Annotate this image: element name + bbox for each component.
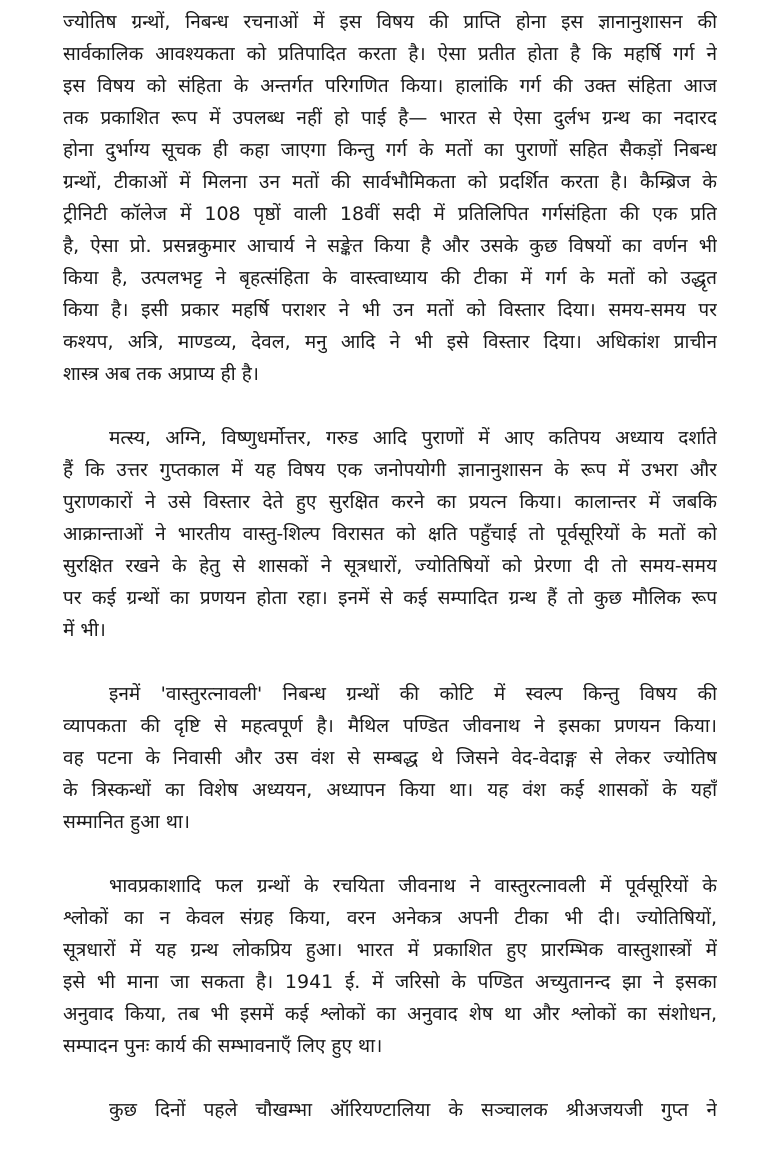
text-line: किया है, उत्पलभट्ट ने बृहत्संहिता के वास्त्वाध्याय की टीका में गर्ग के मतों को उद्धृत	[63, 267, 717, 289]
text-line: है, ऐसा प्रो. प्रसन्नकुमार आचार्य ने सङ्केत किया है और उसके कुछ विषयों का वर्णन भी	[63, 235, 717, 257]
text-line: भावप्रकाशादि फल ग्रन्थों के रचयिता जीवनाथ ने वास्तुरत्नावली में पूर्वसूरियों के	[109, 875, 717, 897]
text-line: सुरक्षित रखने के हेतु से शासकों ने सूत्रधारों, ज्योतिषियों को प्रेरणा दी तो समय-समय	[63, 555, 717, 577]
text-line: कश्यप, अत्रि, माण्डव्य, देवल, मनु आदि ने भी इसे विस्तार दिया। अधिकांश प्राचीन	[63, 331, 717, 353]
paragraph	[63, 1094, 717, 1126]
text-line: के त्रिस्कन्धों का विशेष अध्ययन, अध्यापन किया था। यह वंश कई शासकों के यहाँ	[63, 779, 717, 801]
text-line: ट्रीनिटी कॉलेज में 108 पृष्ठों वाली 18वीं सदी में प्रतिलिपित गर्गसंहिता की एक प्रति	[63, 203, 717, 225]
text-line: किया है। इसी प्रकार महर्षि पराशर ने भी उन मतों को विस्तार दिया। समय-समय पर	[63, 299, 717, 321]
paragraph	[63, 870, 717, 1062]
paragraph	[63, 6, 717, 390]
text-line: वह पटना के निवासी और उस वंश से सम्बद्ध थे जिसने वेद-वेदाङ्ग से लेकर ज्योतिष	[63, 747, 717, 769]
text-line: इनमें 'वास्तुरत्नावली' निबन्ध ग्रन्थों की कोटि में स्वल्प किन्तु विषय की	[109, 683, 717, 705]
text-line: होना दुर्भाग्य सूचक ही कहा जाएगा किन्तु गर्ग के मतों का पुराणों सहित सैकड़ों निबन्ध	[63, 139, 717, 161]
text-line: इसे भी माना जा सकता है। 1941 ई. में जरिसो के पण्डित अच्युतानन्द झा ने इसका	[63, 971, 717, 993]
text-line: अनुवाद किया, तब भी इसमें कई श्लोकों का अनुवाद शेष था और श्लोकों का संशोधन,	[63, 1003, 717, 1025]
text-line: मत्स्य, अग्नि, विष्णुधर्मोत्तर, गरुड आदि पुराणों में आए कतिपय अध्याय दर्शाते	[109, 427, 717, 449]
text-line: कुछ दिनों पहले चौखम्भा ऑरियण्टालिया के सञ्चालक श्रीअजयजी गुप्त ने	[109, 1099, 717, 1121]
text-line: ग्रन्थों, टीकाओं में मिलना उन मतों की सार्वभौमिकता को प्रदर्शित करता है। कैम्ब्रिज के	[63, 171, 717, 193]
text-line: पुराणकारों ने उसे विस्तार देते हुए सुरक्षित करने का प्रयत्न किया। कालान्तर में जबकि	[63, 491, 717, 513]
text-line: सम्पादन पुनः कार्य की सम्भावनाएँ लिए हुए था।	[63, 1035, 383, 1057]
text-line: सार्वकालिक आवश्यकता को प्रतिपादित करता है। ऐसा प्रतीत होता है कि महर्षि गर्ग ने	[63, 43, 717, 65]
text-line: इस विषय को संहिता के अन्तर्गत परिगणित किया। हालांकि गर्ग की उक्त संहिता आज	[63, 75, 717, 97]
text-line: सूत्रधारों में यह ग्रन्थ लोकप्रिय हुआ। भारत में प्रकाशित हुए प्रारम्भिक वास्तुशास्त्रों में	[63, 939, 717, 961]
paragraph	[63, 422, 717, 646]
text-line: आक्रान्ताओं ने भारतीय वास्तु-शिल्प विरासत को क्षति पहुँचाई तो पूर्वसूरियों के मतों को	[63, 523, 717, 545]
paragraph	[63, 678, 717, 838]
text-line: तक प्रकाशित रूप में उपलब्ध नहीं हो पाई है— भारत से ऐसा दुर्लभ ग्रन्थ का नदारद	[63, 107, 717, 129]
document-page	[63, 6, 717, 1158]
text-line: व्यापकता की दृष्टि से महत्वपूर्ण है। मैथिल पण्डित जीवनाथ ने इसका प्रणयन किया।	[63, 715, 717, 737]
text-line: सम्मानित हुआ था।	[63, 811, 190, 833]
text-line: में भी।	[63, 619, 106, 641]
text-line: हैं कि उत्तर गुप्तकाल में यह विषय एक जनोपयोगी ज्ञानानुशासन के रूप में उभरा और	[63, 459, 717, 481]
text-line: पर कई ग्रन्थों का प्रणयन होता रहा। इनमें से कई सम्पादित ग्रन्थ हैं तो कुछ मौलिक रूप	[63, 587, 717, 609]
text-line: ज्योतिष ग्रन्थों, निबन्ध रचनाओं में इस विषय की प्राप्ति होना इस ज्ञानानुशासन की	[63, 11, 717, 33]
text-line: श्लोकों का न केवल संग्रह किया, वरन अनेकत्र अपनी टीका भी दी। ज्योतिषियों,	[63, 907, 717, 929]
text-line: शास्त्र अब तक अप्राप्य ही है।	[63, 363, 259, 385]
